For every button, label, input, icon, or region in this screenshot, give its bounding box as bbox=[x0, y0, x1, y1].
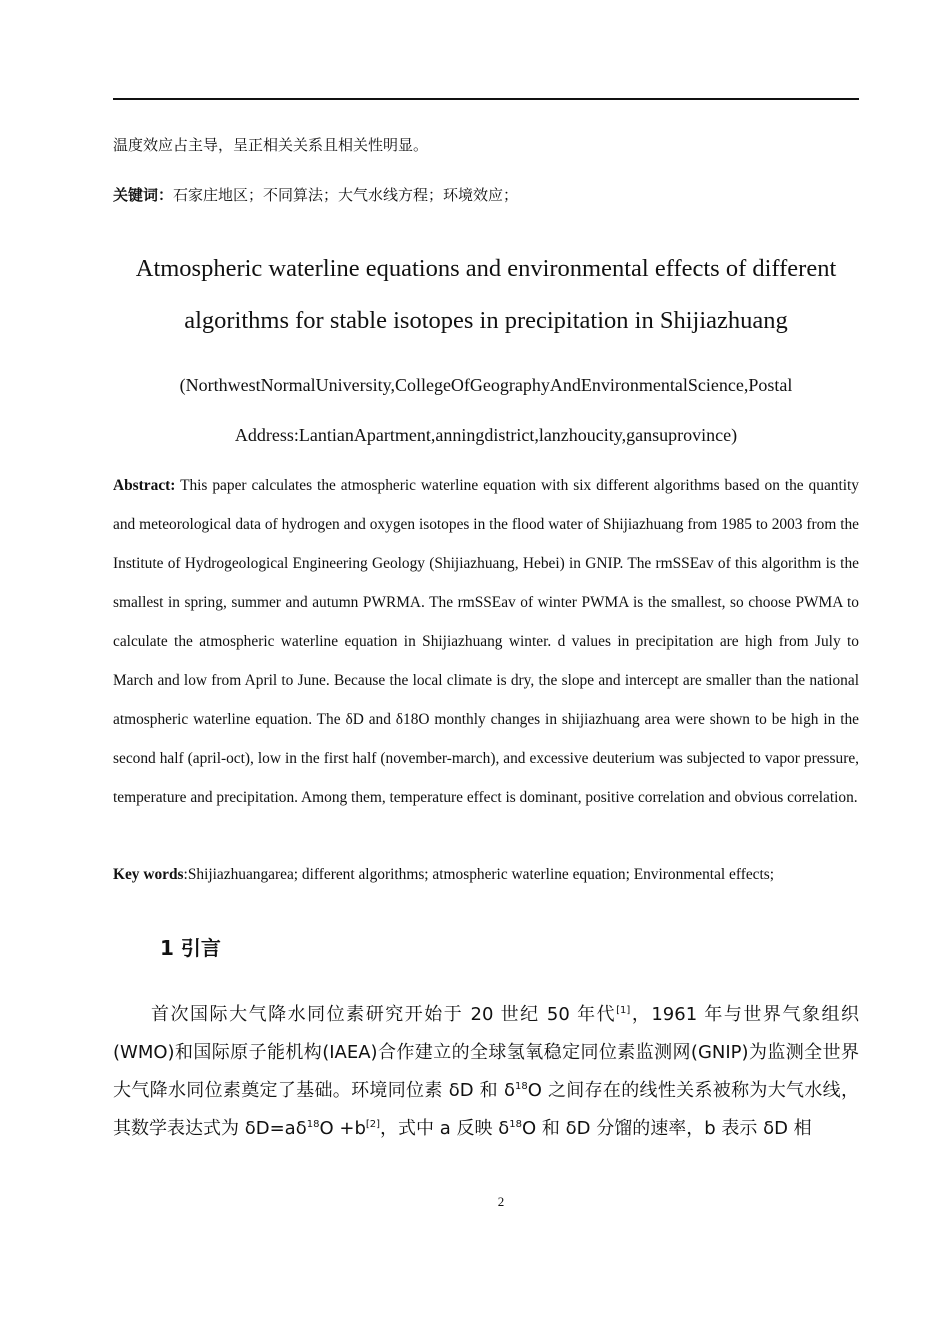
cn-keywords-text: 石家庄地区；不同算法；大气水线方程；环境效应； bbox=[173, 186, 519, 204]
body-text-segment: ，1961 年与世界气象组织(WMO)和国际原子能机构(IAEA)合作建立的全球氢氧稳定同位素监测网(GNIP)为监测全世界大气降水同位素奠定了基础。环境同位素 δD 和 δ bbox=[113, 1004, 860, 1101]
body-text-segment: 首次国际大气降水同位素研究开始于 20 世纪 50 年代 bbox=[151, 1004, 617, 1025]
section-heading: 1 引言 bbox=[160, 936, 221, 960]
en-keywords-text: :Shijiazhuangarea; different algorithms; atmospheric waterline equation; Environmental effects; bbox=[183, 866, 775, 883]
body-text-segment: O 之间存在的线性关系被称为大气水线，其数学表达式为 δD=aδ bbox=[113, 1080, 859, 1139]
abstract-text: This paper calculates the atmospheric waterline equation with six different algorithms based on the quantity and meteorological data of hydrogen and oxygen isotopes in the flood water of Shijiazhuang from 1985 to 2003 from the Institute of Hydrogeological Engineering Geology (Shijiazhuang, Hebei) in GNIP. The rmSSEav of this algorithm is the smallest in spring, summer and autumn PWRMA. The rmSSEav of winter PWMA is the smallest, so choose PWMA to calculate the atmospheric waterline equation in Shijiazhuang winter. d values in precipitation are high from July to March and low from April to June. Because the local climate is dry, the slope and intercept are smaller than the national atmospheric waterline equation. The δD and δ18O monthly changes in shijiazhuang area were shown to be high in the second half (april-oct), low in the first half (november-march), and excessive deuterium was subjected to vapor pressure, temperature and precipitation. Among them, temperature effect is dominant, positive correlation and obvious correlation. bbox=[113, 477, 859, 806]
paper-title-line-2: algorithms for stable isotopes in precipitation in Shijiazhuang bbox=[184, 307, 788, 334]
affiliation-line-2: Address:LantianApartment,anningdistrict,lanzhoucity,gansuprovince) bbox=[234, 425, 738, 445]
affiliation-line-1: (NorthwestNormalUniversity,CollegeOfGeographyAndEnvironmentalScience,Postal bbox=[179, 375, 793, 395]
paper-title bbox=[113, 243, 859, 347]
paper-title-line-1: Atmospheric waterline equations and environmental effects of different bbox=[135, 255, 837, 282]
en-keywords-label: Key words bbox=[113, 866, 184, 883]
superscript-18: 18 bbox=[306, 1119, 320, 1130]
cn-abstract-tail: 温度效应占主导，呈正相关关系且相关性明显。 bbox=[113, 136, 429, 154]
abstract-label: Abstract: bbox=[113, 477, 176, 494]
body-text-segment: ，式中 a 反映 δ bbox=[380, 1118, 510, 1139]
abstract bbox=[113, 466, 859, 817]
superscript-18: 18 bbox=[515, 1081, 528, 1092]
cn-keywords-label: 关键词： bbox=[113, 186, 174, 204]
citation-ref-2[interactable]: [2] bbox=[365, 1119, 381, 1130]
header-rule bbox=[113, 98, 859, 100]
body-text-segment: O +b bbox=[319, 1118, 366, 1139]
body-paragraph bbox=[113, 996, 859, 1148]
affiliation bbox=[113, 360, 859, 460]
en-keywords bbox=[113, 866, 859, 884]
body-text bbox=[113, 996, 859, 1148]
cn-keywords bbox=[113, 184, 518, 205]
body-text-segment: O 和 δD 分馏的速率，b 表示 δD 相 bbox=[522, 1118, 812, 1139]
superscript-18: 18 bbox=[509, 1119, 522, 1130]
citation-ref-1[interactable]: [1] bbox=[616, 1005, 631, 1016]
page-number: 2 bbox=[497, 1194, 505, 1209]
